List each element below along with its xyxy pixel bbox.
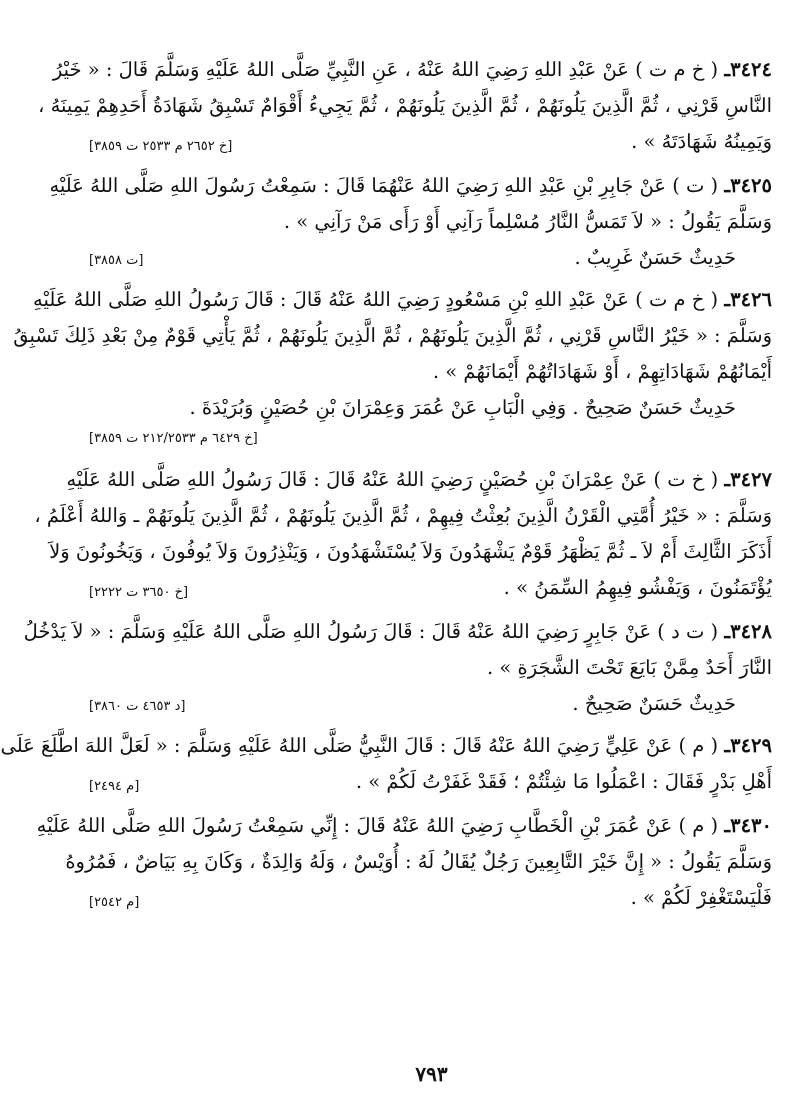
hadith-line: أَيْمَانُهُمْ شَهَادَاتِهِمْ ، أَوْ شَهَادَاتُهُمْ أَيْمَانَهُمْ » . — [432, 360, 772, 383]
source-reference: [ت ٣٨٥٨] — [89, 253, 144, 268]
hadith-line: يُؤْتَمَنُونَ ، وَيَفْشُو فِيهِمُ السِّمَنُ » . — [503, 576, 772, 599]
document-page — [0, 52, 772, 916]
source-reference: [خ ٣٦٥٠ ت ٢٢٢٢] — [89, 585, 189, 600]
source-reference: [م ٢٤٩٤] — [89, 779, 140, 794]
hadith-line: وَسَلَّمَ يَقُولُ : « إِنَّ خَيْرَ التَّابِعِينَ رَجُلٌ يُقَالُ لَهُ : أُوَيْسٌ ، وَلَهُ وَالِدَةٌ ، وَكَانَ بِهِ بَيَاضٌ ، فَمُرُوهُ — [65, 850, 772, 873]
hadith-3428 — [23, 614, 772, 686]
hadith-number: ٣٤٢٩ـ — [724, 734, 772, 757]
hadith-grade: حَدِيثٌ حَسَنٌ صَحِيحٌ . — [572, 692, 736, 715]
hadith-line: وَسَلَّمَ يَقُولُ : « لاَ تَمَسُّ النَّارُ مُسْلِماً رَآنِي أَوْ رَأَى مَنْ رَآنِي » . — [283, 210, 772, 233]
hadith-number: ٣٤٢٦ـ — [724, 288, 772, 311]
source-reference: [خ ٢٦٥٢ م ٢٥٣٣ ت ٣٨٥٩] — [89, 139, 233, 154]
source-reference: [م ٢٥٤٢] — [89, 895, 140, 910]
hadith-3425 — [49, 168, 772, 240]
hadith-line: النَّارَ أَحَدٌ مِمَّنْ بَايَعَ تَحْتَ الشَّجَرَةِ » . — [486, 656, 772, 679]
reference-row — [89, 426, 772, 454]
hadith-3430 — [36, 808, 772, 916]
hadith-3426 — [13, 282, 772, 390]
hadith-line: ٣٤٢٨ـ ( ت د ) عَنْ جَابِرٍ رَضِيَ اللهُ عَنْهُ قَالَ : قَالَ رَسُولُ اللهِ صَلَّى اللهُ عَلَيْهِ وَسَلَّمَ : « لاَ يَدْخُلُ — [23, 620, 772, 643]
hadith-line: ٣٤٣٠ـ ( م ) عَنْ عُمَرَ بْنِ الْخَطَّابِ رَضِيَ اللهُ عَنْهُ قَالَ : إِنِّي سَمِعْتُ رَسُولَ اللهِ صَلَّى اللهُ عَلَيْهِ — [36, 814, 772, 837]
hadith-line: ٣٤٢٤ـ ( خ م ت ) عَنْ عَبْدِ اللهِ رَضِيَ اللهُ عَنْهُ ، عَنِ النَّبِيِّ صَلَّى اللهُ عَلَيْهِ وَسَلَّمَ قَالَ : « خَيْرُ — [52, 58, 772, 81]
source-reference: [خ ٦٤٢٩ م ٢١٢/٢٥٣٣ ت ٣٨٥٩] — [89, 431, 258, 446]
hadith-number: ٣٤٢٨ـ — [724, 620, 772, 643]
hadith-number: ٣٤٢٥ـ — [724, 174, 772, 197]
hadith-grade: حَدِيثٌ حَسَنٌ صَحِيحٌ . وَفِي الْبَابِ عَنْ عُمَرَ وَعِمْرَانَ بْنِ حُصَيْنٍ وَبُرَيْدَةَ . — [189, 396, 736, 419]
hadith-line: وَيَمِينُهُ شَهَادَتَهُ » . — [631, 130, 772, 153]
grade-row — [89, 240, 772, 282]
grade-row — [89, 686, 772, 728]
hadith-line: أَذَكَرَ الثَّالِثَ أَمْ لاَ ـ ثُمَّ يَظْهَرُ قَوْمٌ يَشْهَدُونَ وَلاَ يُسْتَشْهَدُونَ ، وَيَنْذِرُونَ وَلاَ يُوفُونَ ، وَيَخُونُونَ وَلاَ — [49, 540, 772, 563]
hadith-line: النَّاسِ قَرْنِي ، ثُمَّ الَّذِينَ يَلُونَهُمْ ، ثُمَّ الَّذِينَ يَلُونَهُمْ ، ثُمَّ يَجِيءُ أَقْوَامٌ تَسْبِقُ شَهَادَةُ أَحَدِهِمْ يَمِينَهُ ، — [38, 94, 772, 117]
hadith-number: ٣٤٢٤ـ — [724, 58, 772, 81]
hadith-3429 — [0, 728, 772, 800]
hadith-line: وَسَلَّمَ : « خَيْرُ النَّاسِ قَرْنِي ، ثُمَّ الَّذِينَ يَلُونَهُمْ ، ثُمَّ الَّذِينَ يَلُونَهُمْ ، ثُمَّ يَأْتِي قَوْمٌ مِنْ بَعْدِ ذَلِكَ تَسْبِقُ — [13, 324, 772, 347]
source-reference: [د ٤٦٥٣ ت ٣٨٦٠] — [89, 699, 186, 714]
hadith-line: وَسَلَّمَ : « خَيْرُ أُمَّتِي الْقَرْنُ الَّذِينَ بُعِثْتُ فِيهِمْ ، ثُمَّ الَّذِينَ يَلُونَهُمْ ، ثُمَّ الَّذِينَ يَلُونَهُمْ ـ وَاللهُ أَعْلَمُ ، — [34, 504, 772, 527]
page-number: ٧٩٣ — [415, 1062, 448, 1086]
hadith-number: ٣٤٢٧ـ — [724, 468, 772, 491]
hadith-line: ٣٤٢٦ـ ( خ م ت ) عَنْ عَبْدِ اللهِ بْنِ مَسْعُودٍ رَضِيَ اللهُ عَنْهُ قَالَ : قَالَ رَسُولُ اللهِ صَلَّى اللهُ عَلَيْهِ — [33, 288, 772, 311]
hadith-number: ٣٤٣٠ـ — [724, 814, 772, 837]
hadith-3424 — [38, 52, 772, 160]
hadith-grade: حَدِيثٌ حَسَنٌ غَرِيبٌ . — [574, 246, 736, 269]
hadith-line: ٣٤٢٩ـ ( م ) عَنْ عَلِيٍّ رَضِيَ اللهُ عَنْهُ قَالَ : قَالَ النَّبِيُّ صَلَّى اللهُ عَلَيْهِ وَسَلَّمَ : « لَعَلَّ اللهَ اطَّلَعَ عَلَى — [0, 734, 772, 757]
hadith-line: ٣٤٢٧ـ ( خ ت ) عَنْ عِمْرَانَ بْنِ حُصَيْنٍ رَضِيَ اللهُ عَنْهُ قَالَ : قَالَ رَسُولُ اللهِ صَلَّى اللهُ عَلَيْهِ — [66, 468, 772, 491]
hadith-line: فَلْيَسْتَغْفِرْ لَكُمْ » . — [630, 886, 772, 909]
hadith-line: ٣٤٢٥ـ ( ت ) عَنْ جَابِرِ بْنِ عَبْدِ اللهِ رَضِيَ اللهُ عَنْهُمَا قَالَ : سَمِعْتُ رَسُولَ اللهِ صَلَّى اللهُ عَلَيْهِ — [49, 174, 772, 197]
hadith-line: أَهْلِ بَدْرٍ فَقَالَ : اعْمَلُوا مَا شِئْتُمْ ؛ فَقَدْ غَفَرْتُ لَكُمْ » . — [355, 770, 772, 793]
hadith-3427 — [34, 462, 772, 606]
